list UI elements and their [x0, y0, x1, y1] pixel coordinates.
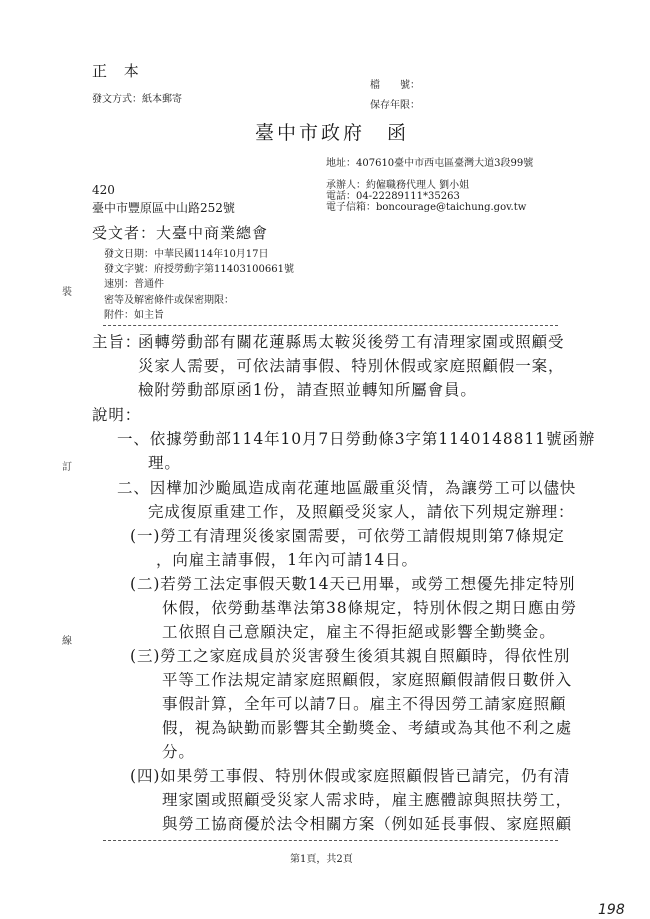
handwritten-number: 198 [598, 902, 625, 918]
explanation-label: 說明： [92, 406, 142, 424]
sub-item-three-line: (三)勞工之家庭成員於災害發生後須其親自照顧時，得依性別 [130, 647, 571, 665]
sub-item-four-line: 與勞工協商優於法令相關方案（例如延長事假、家庭照顧 [162, 815, 573, 833]
binding-mark-bind: 訂 [62, 462, 72, 473]
item-one-line: 一、依據勞動部114年10月7日勞動條3字第1140148811號函辦 [117, 430, 596, 448]
separator-line [103, 325, 558, 326]
subject-line: 檢附勞動部原函1份，請查照並轉知所屬會員。 [138, 381, 477, 399]
issue-date: 發文日期：中華民國114年10月17日 [104, 249, 269, 260]
issue-number: 發文字號：府授勞動字第11403100661號 [104, 264, 294, 275]
confidentiality: 密等及解密條件或保密期限： [104, 295, 234, 306]
sub-item-one-line: ，向雇主請事假，1年內可請14日。 [156, 551, 418, 569]
recipient-line: 受文者：大臺中商業總會 [92, 224, 269, 242]
item-two-line: 完成復原重建工作，及照顧受災家人，請依下列規定辦理： [148, 503, 575, 521]
binding-mark-line: 線 [62, 636, 72, 647]
file-number-label: 檔 號： [370, 80, 420, 91]
page-number: 第1頁，共2頁 [290, 854, 353, 865]
item-two-line: 二、因樺加沙颱風造成南花蓮地區嚴重災情，為讓勞工可以儘快 [117, 479, 577, 497]
subject-line: 函轉勞動部有關花蓮縣馬太鞍災後勞工有清理家園或照顧受 [138, 333, 565, 351]
sub-item-three-line: 事假計算，全年可以請7日。雇主不得因勞工請家庭照顧 [162, 695, 567, 713]
sub-item-three-line: 假，視為缺勤而影響其全勤獎金、考績或為其他不利之處 [162, 719, 573, 737]
binding-mark-staple: 裝 [62, 287, 72, 298]
sub-item-four-line: 理家園或照顧受災家人需求時，雇主應體諒與照扶勞工， [162, 791, 573, 809]
sender-phone: 電話：04-22289111*35263 [326, 191, 460, 202]
sub-item-two-line: 休假，依勞動基準法第38條規定，特別休假之期日應由勞 [162, 599, 578, 617]
separator-line [103, 840, 558, 841]
copy-label: 正 本 [92, 62, 145, 80]
speed-level: 速別：普通件 [104, 279, 164, 290]
sender-contact: 承辦人：約僱職務代理人 劉小姐 [326, 180, 470, 191]
sender-address: 地址：407610臺中市西屯區臺灣大道3段99號 [326, 158, 534, 169]
recipient-zip: 420 [92, 183, 115, 197]
sub-item-one-line: (一)勞工有清理災後家園需要，可依勞工請假規則第7條規定 [130, 527, 565, 545]
attachment: 附件：如主旨 [104, 310, 164, 321]
subject-line: 災家人需要，可依法請事假、特別休假或家庭照顧假一案， [138, 357, 565, 375]
sub-item-two-line: (二)若勞工法定事假天數14天已用畢，或勞工想優先排定特別 [130, 575, 576, 593]
sub-item-two-line: 工依照自己意願決定，雇主不得拒絕或影響全勤獎金。 [162, 623, 556, 641]
retention-label: 保存年限： [370, 100, 420, 111]
sender-email: 電子信箱：boncourage@taichung.gov.tw [326, 202, 527, 213]
sub-item-three-line: 平等工作法規定請家庭照顧假，家庭照顧假請假日數併入 [162, 671, 573, 689]
item-one-line: 理。 [148, 454, 181, 472]
send-method: 發文方式：紙本郵寄 [92, 94, 182, 105]
sub-item-four-line: (四)如果勞工事假、特別休假或家庭照顧假皆已請完，仍有清 [130, 767, 571, 785]
document-title: 臺中市政府 函 [255, 122, 410, 144]
recipient-street: 臺中市豐原區中山路252號 [92, 201, 235, 215]
subject-label: 主旨： [92, 333, 142, 351]
sub-item-three-line: 分。 [162, 743, 195, 761]
